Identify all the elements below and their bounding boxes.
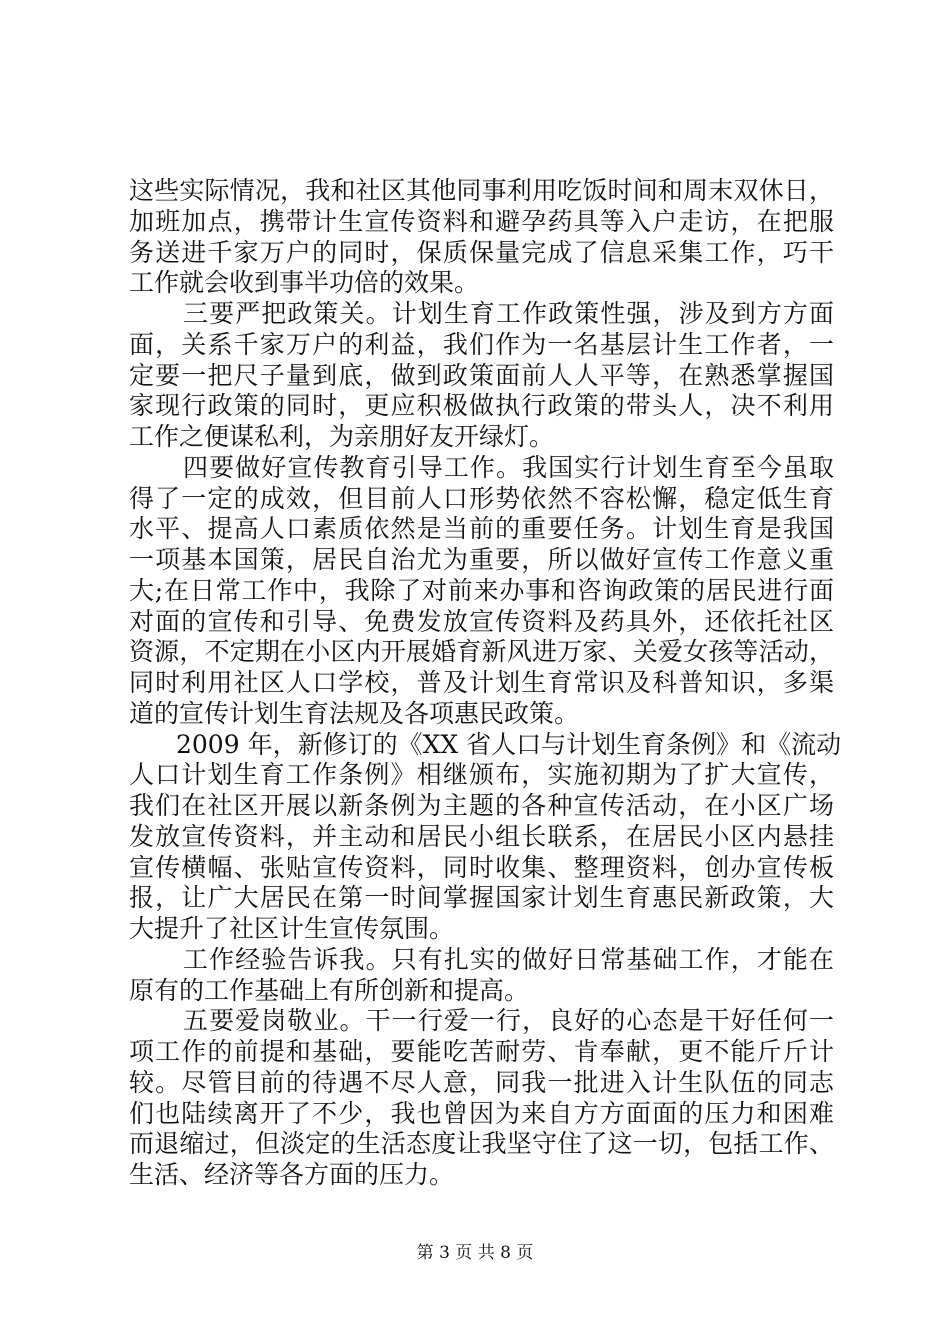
paragraph-6-line-3: 较。尽管目前的待遇不尽人意，同我一批进入计生队伍的同志 [129, 1068, 834, 1097]
paragraph-6-line-4: 们也陆续离开了不少，我也曾因为来自方方面面的压力和困难 [129, 1099, 834, 1128]
paragraph-4-line-5: 宣传横幅、张贴宣传资料，同时收集、整理资料，创办宣传板 [129, 853, 834, 882]
paragraph-3-line-2: 得了一定的成效，但目前人口形势依然不容松懈，稳定低生育 [129, 484, 834, 513]
paragraph-1-line-1: 这些实际情况，我和社区其他同事利用吃饭时间和周末双休日， [129, 176, 834, 205]
paragraph-6-line-5: 而退缩过，但淡定的生活态度让我坚守住了这一切，包括工作、 [129, 1129, 834, 1158]
paragraph-1-line-2: 加班加点，携带计生宣传资料和避孕药具等入户走访，在把服 [129, 207, 834, 236]
paragraph-3-line-3: 水平、提高人口素质依然是当前的重要任务。计划生育是我国 [129, 514, 834, 543]
page-footer: 第 3 页 共 8 页 [416, 1243, 534, 1263]
paragraph-2-line-3: 定要一把尺子量到底，做到政策面前人人平等，在熟悉掌握国 [129, 361, 834, 390]
paragraph-2-line-2: 面，关系千家万户的利益，我们作为一名基层计生工作者，一 [129, 330, 834, 359]
paragraph-5-line-1: 工作经验告诉我。只有扎实的做好日常基础工作，才能在 [183, 945, 834, 974]
paragraph-4-line-7: 大提升了社区计生宣传氛围。 [129, 914, 455, 943]
paragraph-4-line-1: 2009 年，新修订的《XX 省人口与计划生育条例》和《流动 [176, 730, 842, 759]
paragraph-6-line-2: 项工作的前提和基础，要能吃苦耐劳、肯奉献，更不能斤斤计 [129, 1037, 834, 1066]
paragraph-3-line-5: 大;在日常工作中，我除了对前来办事和咨询政策的居民进行面 [129, 576, 834, 605]
paragraph-3-line-6: 对面的宣传和引导、免费发放宣传资料及药具外，还依托社区 [129, 607, 834, 636]
paragraph-3-line-9: 道的宣传计划生育法规及各项惠民政策。 [129, 699, 580, 728]
paragraph-2-line-1: 三要严把政策关。计划生育工作政策性强，涉及到方方面 [183, 299, 834, 328]
paragraph-2-line-5: 工作之便谋私利，为亲朋好友开绿灯。 [129, 422, 555, 451]
paragraph-2-line-4: 家现行政策的同时，更应积极做执行政策的带头人，决不利用 [129, 391, 834, 420]
paragraph-3-line-8: 同时利用社区人口学校，普及计划生育常识及科普知识，多渠 [129, 668, 834, 697]
paragraph-3-line-4: 一项基本国策，居民自治尤为重要，所以做好宣传工作意义重 [129, 545, 834, 574]
paragraph-6-line-1: 五要爱岗敬业。干一行爱一行，良好的心态是干好任何一 [183, 1006, 834, 1035]
paragraph-1-line-3: 务送进千家万户的同时，保质保量完成了信息采集工作，巧干 [129, 238, 834, 267]
paragraph-4-line-2: 人口计划生育工作条例》相继颁布，实施初期为了扩大宣传， [129, 760, 834, 789]
paragraph-6-line-6: 生活、经济等各方面的压力。 [129, 1160, 455, 1189]
paragraph-4-line-3: 我们在社区开展以新条例为主题的各种宣传活动，在小区广场 [129, 791, 834, 820]
paragraph-1-line-4: 工作就会收到事半功倍的效果。 [129, 268, 480, 297]
paragraph-4-line-4: 发放宣传资料，并主动和居民小组长联系，在居民小区内悬挂 [129, 822, 834, 851]
paragraph-3-line-1: 四要做好宣传教育引导工作。我国实行计划生育至今虽取 [183, 453, 834, 482]
paragraph-3-line-7: 资源，不定期在小区内开展婚育新风进万家、关爱女孩等活动， [129, 637, 834, 666]
paragraph-5-line-2: 原有的工作基础上有所创新和提高。 [129, 976, 530, 1005]
paragraph-4-line-6: 报，让广大居民在第一时间掌握国家计划生育惠民新政策，大 [129, 883, 834, 912]
